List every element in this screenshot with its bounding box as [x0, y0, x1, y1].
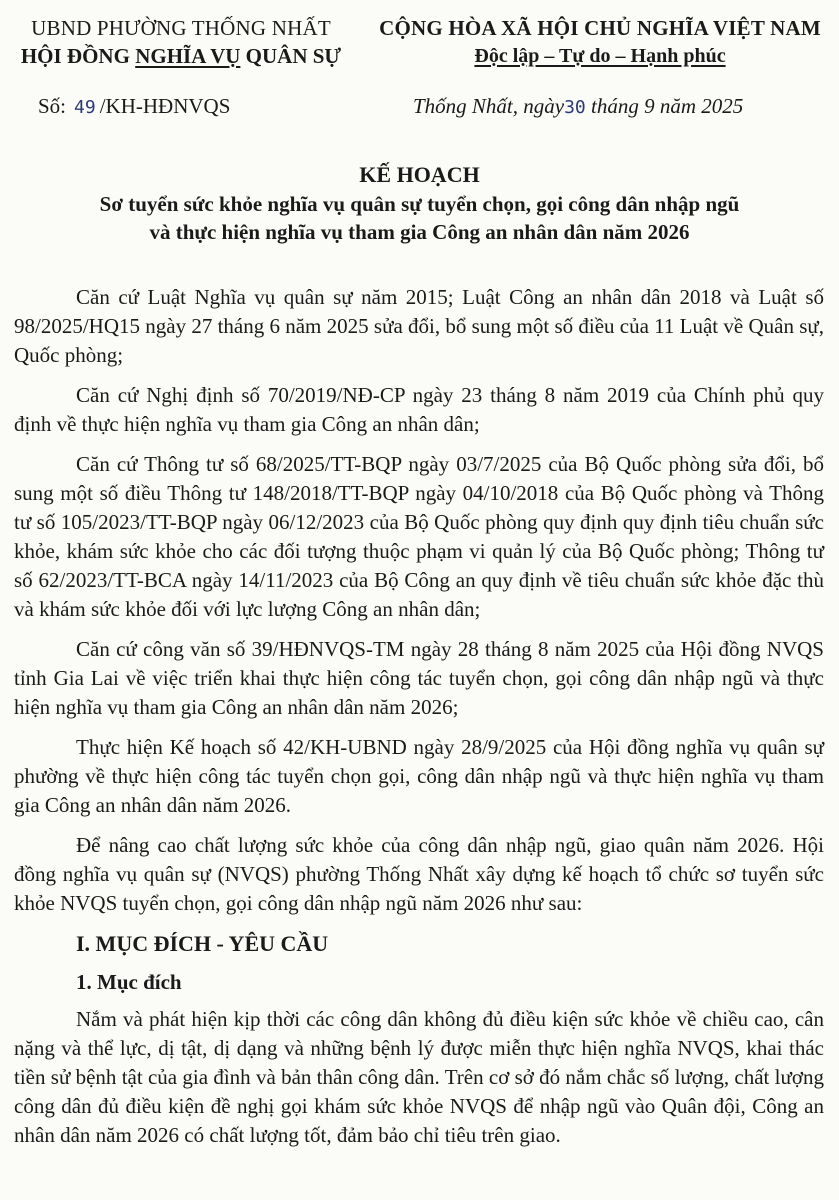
- doc-number-handwritten: 49: [74, 97, 96, 118]
- document-date: [413, 94, 743, 119]
- motto: [365, 42, 835, 70]
- paragraph: Căn cứ Luật Nghĩa vụ quân sự năm 2015; Luật Công an nhân dân 2018 và Luật số 98/2025/HQ15 ngày 27 tháng 6 năm 2025 sửa đổi, bổ sung một số điều của 11 Luật về Quân sự, Quốc phòng;: [14, 285, 824, 367]
- agency-line-1: UBND PHƯỜNG THỐNG NHẤT: [31, 16, 331, 40]
- country-name: CỘNG HÒA XÃ HỘI CHỦ NGHĨA VIỆT NAM: [379, 16, 821, 40]
- date-suffix: tháng 9 năm 2025: [591, 94, 744, 118]
- date-day-handwritten: 30: [564, 97, 586, 118]
- document-body: [14, 283, 824, 1150]
- doc-number-label: Số:: [38, 94, 67, 118]
- document-title: [0, 160, 839, 246]
- subsection-heading: 1. Mục đích: [76, 970, 182, 994]
- paragraph: Thực hiện Kế hoạch số 42/KH-UBND ngày 28/9/2025 của Hội đồng nghĩa vụ quân sự phường về thực hiện công tác tuyển chọn gọi, công dân nhập ngũ và thực hiện nghĩa vụ tham gia Công an nhân dân năm 2026.: [14, 735, 824, 817]
- issuing-agency: [6, 14, 356, 70]
- national-motto: [365, 14, 835, 70]
- section-heading: I. MỤC ĐÍCH - YÊU CẦU: [76, 931, 329, 956]
- agency-line-2: [6, 42, 356, 70]
- title-heading: KẾ HOẠCH: [359, 162, 480, 187]
- document-number: [38, 94, 230, 119]
- title-line-2: và thực hiện nghĩa vụ tham gia Công an nhân dân năm 2026: [149, 220, 690, 244]
- agency-line-2-part-a: HỘI ĐỒNG: [20, 44, 136, 68]
- paragraph: Nắm và phát hiện kịp thời các công dân không đủ điều kiện sức khỏe về chiều cao, cân nặng và thể lực, dị tật, dị dạng và những bệnh lý được miễn thực hiện nghĩa NVQS, khai thác tiền sử bệnh tật của gia đình và bản thân công dân. Trên cơ sở đó nắm chắc số lượng, chất lượng công dân đủ điều kiện đề nghị gọi khám sức khỏe NVQS để nhập ngũ vào Quân đội, Công an nhân dân năm 2026 có chất lượng tốt, đảm bảo chỉ tiêu trên giao.: [14, 1007, 824, 1147]
- paragraph: Căn cứ công văn số 39/HĐNVQS-TM ngày 28 tháng 8 năm 2025 của Hội đồng NVQS tỉnh Gia Lai về việc triển khai thực hiện công tác tuyển chọn, gọi công dân nhập ngũ và thực hiện nghĩa vụ tham gia Công an nhân dân năm 2026;: [14, 637, 824, 719]
- agency-line-2-part-c: QUÂN SỰ: [240, 44, 342, 68]
- doc-number-suffix: /KH-HĐNVQS: [99, 94, 231, 118]
- motto-text: Độc lập – Tự do – Hạnh phúc: [474, 45, 726, 67]
- paragraph: Để nâng cao chất lượng sức khỏe của công dân nhập ngũ, giao quân năm 2026. Hội đồng nghĩa vụ quân sự (NVQS) phường Thống Nhất xây dựng kế hoạch tổ chức sơ tuyển sức khỏe NVQS tuyển chọn, gọi công dân nhập ngũ năm 2026 như sau:: [14, 833, 824, 915]
- paragraph: Căn cứ Nghị định số 70/2019/NĐ-CP ngày 23 tháng 8 năm 2019 của Chính phủ quy định về thực hiện nghĩa vụ tham gia Công an nhân dân;: [14, 383, 824, 436]
- paragraph: Căn cứ Thông tư số 68/2025/TT-BQP ngày 03/7/2025 của Bộ Quốc phòng sửa đổi, bổ sung một số điều Thông tư 148/2018/TT-BQP ngày 04/10/2018 của Bộ Quốc phòng và Thông tư số 105/2023/TT-BQP ngày 06/12/2023 của Bộ Quốc phòng quy định quy định tiêu chuẩn sức khỏe, khám sức khỏe cho các đối tượng thuộc phạm vi quản lý của Bộ Quốc phòng; Thông tư số 62/2023/TT-BCA ngày 14/11/2023 của Bộ Công an quy định về tiêu chuẩn sức khỏe đặc thù và khám sức khỏe đối với lực lượng Công an nhân dân;: [14, 452, 824, 621]
- date-prefix: Thống Nhất, ngày: [413, 94, 565, 118]
- title-line-1: Sơ tuyển sức khỏe nghĩa vụ quân sự tuyển chọn, gọi công dân nhập ngũ: [99, 192, 740, 216]
- agency-line-2-part-b: NGHĨA VỤ: [135, 44, 241, 68]
